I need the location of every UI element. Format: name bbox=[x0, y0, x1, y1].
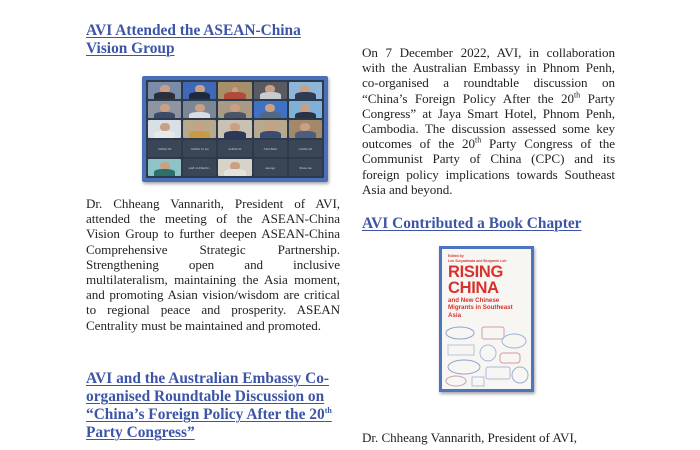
participant-tile bbox=[254, 101, 287, 118]
participant-tile-muted: CHINA 02 bbox=[289, 140, 322, 157]
participant-tile-muted: CHINA 03 bbox=[148, 140, 181, 157]
participant-tile bbox=[148, 101, 181, 118]
heading-book-chapter[interactable]: AVI Contributed a Book Chapter bbox=[362, 215, 582, 232]
video-grid bbox=[146, 80, 324, 178]
book-subtitle: and New Chinese Migrants in Southeast Asia bbox=[448, 297, 513, 319]
vision-group-paragraph: Dr. Chheang Vannarith, President of AVI, attended the meeting of the ASEAN-China Vision Group to further deepen ASEAN-China Comprehensive Strategic Partnership. Strengthening open and inclusive multilateralism, maintaining the Asia moment, and promoting Asian vision/wisdom are critical to regional peace and prosperity. ASEAN Centrality must be maintained and promoted. bbox=[86, 196, 340, 333]
participant-tile bbox=[218, 82, 251, 99]
roundtable-paragraph: On 7 December 2022, AVI, in collaboration with the Australian Embassy in Phnom Penh, co-organised a roundtable discussion on “China’s Foreign Policy After the 20th Party Congress” at Jaya Smart Hotel, Phnom Penh, Cambodia. The discussion assessed some key outcomes of the 20th Party Congress of the Communist Party of China (CPC) and its foreign policy implications towards Southeast Asia and beyond. bbox=[362, 45, 616, 197]
participant-tile bbox=[289, 120, 322, 137]
participant-tile bbox=[254, 82, 287, 99]
participant-tile bbox=[289, 82, 322, 99]
participant-tile bbox=[218, 101, 251, 118]
participant-tile-muted: CHINA 01 bbox=[218, 140, 251, 157]
video-conference-photo bbox=[142, 76, 328, 182]
participant-tile bbox=[183, 120, 216, 137]
participant-tile bbox=[289, 101, 322, 118]
participant-tile bbox=[148, 82, 181, 99]
participant-tile bbox=[254, 120, 287, 137]
book-editors: Edited by Leo Suryadinata and Benjamin Loh bbox=[448, 254, 507, 263]
heading-vision-group[interactable]: AVI Attended the ASEAN-China Vision Group bbox=[86, 22, 301, 57]
participant-tile-muted: staff of ASEAN... bbox=[183, 159, 216, 176]
participant-tile-muted: stenogr bbox=[254, 159, 287, 176]
participant-tile bbox=[183, 82, 216, 99]
participant-tile bbox=[218, 159, 251, 176]
heading-roundtable-discussion[interactable]: AVI and the Australian Embassy Co-organised Roundtable Discussion on “China’s Foreign Policy After the 20th Party Congress” bbox=[86, 370, 332, 441]
book-cover-rising-china bbox=[439, 246, 534, 392]
participant-tile-muted: CHINA 11 Ge bbox=[183, 140, 216, 157]
participant-tile bbox=[148, 159, 181, 176]
participant-tile bbox=[148, 120, 181, 137]
participant-tile-muted: Shaw Ha bbox=[289, 159, 322, 176]
book-chapter-paragraph: Dr. Chheang Vannarith, President of AVI, bbox=[362, 430, 577, 445]
passport-stamps-illustration bbox=[442, 321, 531, 389]
participant-tile bbox=[218, 120, 251, 137]
participant-tile bbox=[183, 101, 216, 118]
participant-tile-muted: ASU BAR bbox=[254, 140, 287, 157]
book-title: RISING CHINA bbox=[448, 263, 504, 297]
